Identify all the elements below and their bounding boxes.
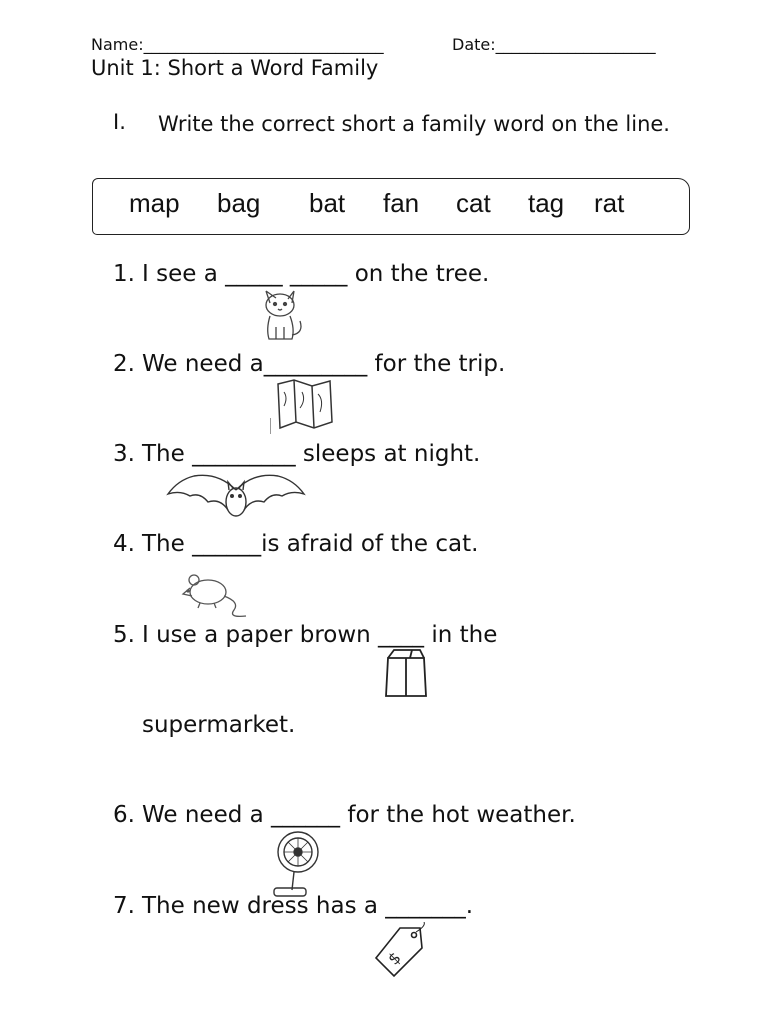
map-icon (270, 378, 336, 436)
question-text: We need a_________ for the trip. (142, 351, 506, 377)
word-bank-item: fan (383, 188, 420, 218)
worksheet-title: Unit 1: Short a Word Family (91, 56, 379, 80)
question-text: The new dress has a _______. (142, 893, 474, 919)
question-continuation: supermarket. (142, 712, 296, 738)
question-number: 3. (113, 441, 135, 467)
fan-icon (266, 828, 326, 900)
name-field-label: Name:______________________________ (91, 35, 384, 54)
bat-icon (166, 468, 306, 530)
question-text: I use a paper brown ____ in the (142, 622, 498, 648)
tag-icon (374, 922, 430, 980)
instruction-text: Write the correct short a family word on the line. (158, 112, 670, 136)
word-bank-item: bag (217, 188, 261, 218)
question-number: 4. (113, 531, 135, 557)
question-number: 7. (113, 893, 135, 919)
word-bank-item: cat (456, 188, 491, 218)
question-number: 5. (113, 622, 135, 648)
question-text: We need a ______ for the hot weather. (142, 802, 576, 828)
question-text: The _________ sleeps at night. (142, 441, 481, 467)
word-bank-item: tag (528, 188, 565, 218)
date-field-label: Date:____________________ (452, 35, 656, 54)
question-number: 2. (113, 351, 135, 377)
word-bank-item: rat (594, 188, 625, 218)
question-text: I see a _____ _____ on the tree. (142, 261, 490, 287)
bag-icon (382, 646, 430, 700)
word-bank-item: map (129, 188, 180, 218)
cat-icon (258, 285, 308, 345)
question-number: 6. (113, 802, 135, 828)
rat-icon (180, 568, 252, 620)
question-text: The ______is afraid of the cat. (142, 531, 479, 557)
svg-text:$: $ (383, 948, 405, 969)
instruction-number: I. (113, 110, 126, 134)
word-bank-item: bat (309, 188, 346, 218)
question-number: 1. (113, 261, 135, 287)
